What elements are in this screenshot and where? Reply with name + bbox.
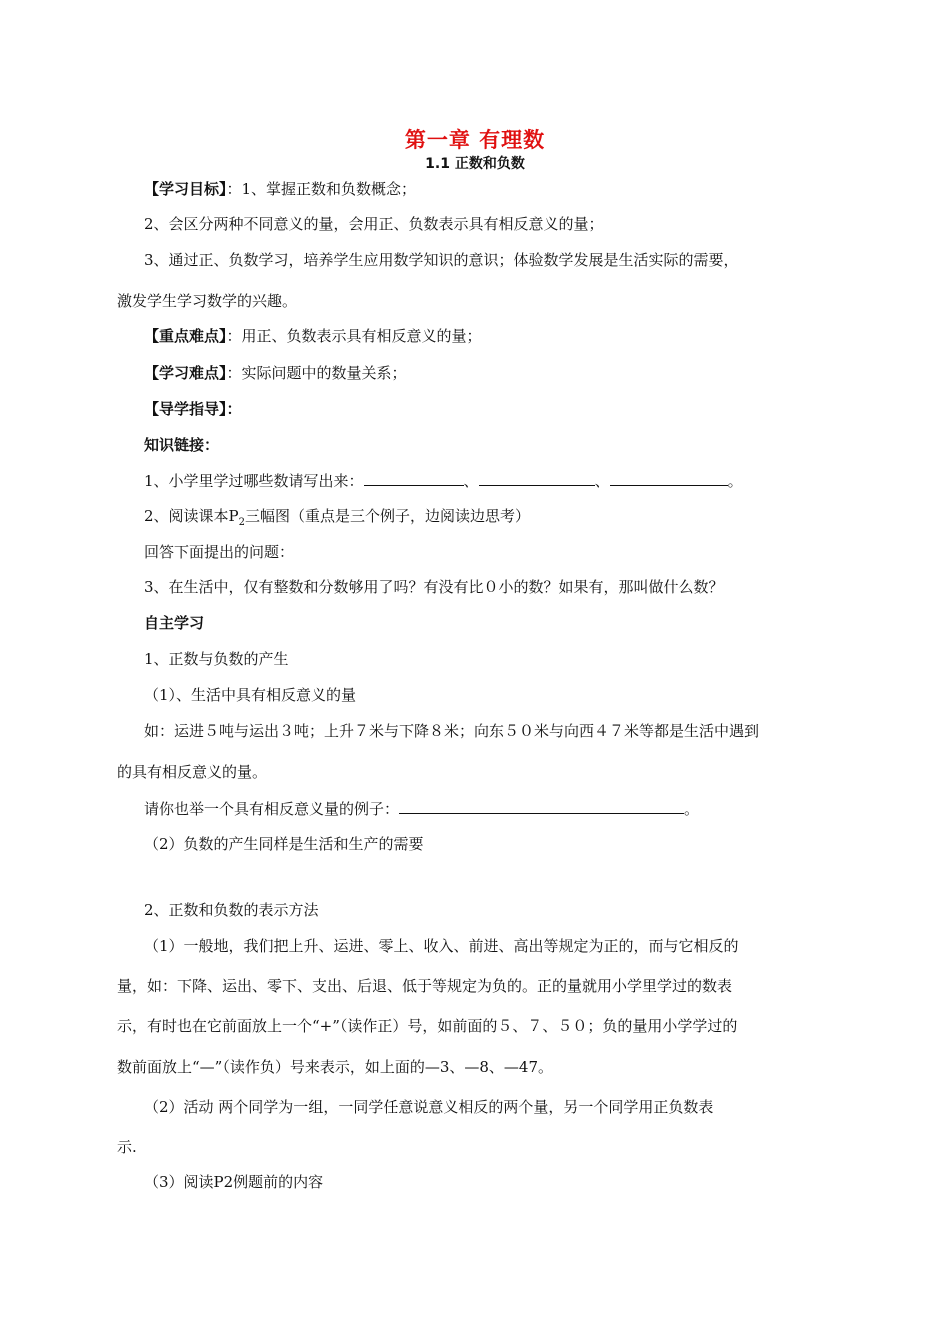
answer-blank-2[interactable] bbox=[479, 471, 595, 486]
question-1-sep-2: 、 bbox=[594, 472, 610, 490]
key-points-line bbox=[144, 326, 482, 346]
learning-goal-3a: 3、通过正、负数学习，培养学生应用数学知识的意识；体验数学发展是生活实际的需要， bbox=[144, 251, 739, 269]
example-line-1: 如：运进５吨与运出３吨；上升７米与下降８米；向东５０米与向西４７米等都是生活中遇到 bbox=[144, 722, 760, 740]
activity-line-2: 示. bbox=[117, 1138, 137, 1156]
question-1 bbox=[144, 471, 743, 491]
knowledge-link-heading: 知识链接： bbox=[144, 436, 220, 454]
example-answer-blank[interactable] bbox=[399, 799, 684, 814]
difficulty-label: 【学习难点】 bbox=[144, 364, 227, 382]
question-2 bbox=[144, 506, 530, 533]
self-study-item-2-3: （3）阅读P2例题前的内容 bbox=[144, 1173, 324, 1191]
representation-para-line-3: 示，有时也在它前面放上一个“+”（读作正）号，如前面的５、７、５０；负的量用小学学过的 bbox=[117, 1017, 738, 1035]
learning-goal-1: ：1、掌握正数和负数概念； bbox=[226, 180, 417, 198]
representation-para-line-1: （1）一般地，我们把上升、运进、零上、收入、前进、高出等规定为正的，而与它相反的 bbox=[144, 937, 739, 955]
learning-goals-label: 【学习目标】 bbox=[144, 180, 227, 198]
learning-goal-3b: 激发学生学习数学的兴趣。 bbox=[117, 292, 298, 310]
example-line-2: 的具有相反意义的量。 bbox=[117, 763, 268, 781]
representation-para-line-2: 量，如：下降、运出、零下、支出、后退、低于等规定为负的。正的量就用小学里学过的数表 bbox=[117, 977, 733, 995]
representation-para-line-4: 数前面放上“—”（读作负）号来表示，如上面的—3、—8、—47。 bbox=[117, 1058, 554, 1076]
guide-line bbox=[144, 399, 242, 419]
question-2-text-b: 三幅图（重点是三个例子，边阅读边思考） bbox=[245, 507, 531, 525]
self-study-heading: 自主学习 bbox=[144, 614, 205, 632]
example-request-end: 。 bbox=[684, 800, 700, 818]
learning-goals-line-1 bbox=[144, 179, 416, 199]
question-1-text: 1、小学里学过哪些数请写出来： bbox=[144, 472, 364, 490]
chapter-title: 第一章 有理数 bbox=[404, 128, 546, 152]
question-1-sep-1: 、 bbox=[463, 472, 479, 490]
question-2-text-a: 2、阅读课本P bbox=[144, 507, 239, 525]
difficulty-line bbox=[144, 363, 407, 383]
example-request bbox=[144, 799, 699, 819]
self-study-item-1-1: （1）、生活中具有相反意义的量 bbox=[144, 686, 357, 704]
answer-blank-3[interactable] bbox=[610, 471, 728, 486]
question-3: 3、在生活中，仅有整数和分数够用了吗？有没有比０小的数？如果有，那叫做什么数？ bbox=[144, 578, 724, 596]
section-title: 1.1 正数和负数 bbox=[425, 156, 525, 172]
guide-label: 【导学指导】 bbox=[144, 400, 227, 418]
question-2-subscript: 2 bbox=[238, 517, 246, 528]
key-points-label: 【重点难点】 bbox=[144, 327, 227, 345]
difficulty-text: ：实际问题中的数量关系； bbox=[226, 364, 407, 382]
self-study-item-2: 2、正数和负数的表示方法 bbox=[144, 901, 319, 919]
guide-text: ： bbox=[226, 400, 242, 418]
answer-blank-1[interactable] bbox=[364, 471, 464, 486]
learning-goal-2: 2、会区分两种不同意义的量，会用正、负数表示具有相反意义的量； bbox=[144, 215, 604, 233]
activity-line-1: （2）活动 两个同学为一组，一同学任意说意义相反的两个量，另一个同学用正负数表 bbox=[144, 1098, 714, 1116]
self-study-item-1: 1、正数与负数的产生 bbox=[144, 650, 289, 668]
question-2-follow: 回答下面提出的问题： bbox=[144, 543, 295, 561]
self-study-item-1-2: （2）负数的产生同样是生活和生产的需要 bbox=[144, 835, 424, 853]
example-request-text: 请你也举一个具有相反意义量的例子： bbox=[144, 800, 400, 818]
key-points-text: ：用正、负数表示具有相反意义的量； bbox=[226, 327, 482, 345]
question-1-end: 。 bbox=[727, 472, 743, 490]
